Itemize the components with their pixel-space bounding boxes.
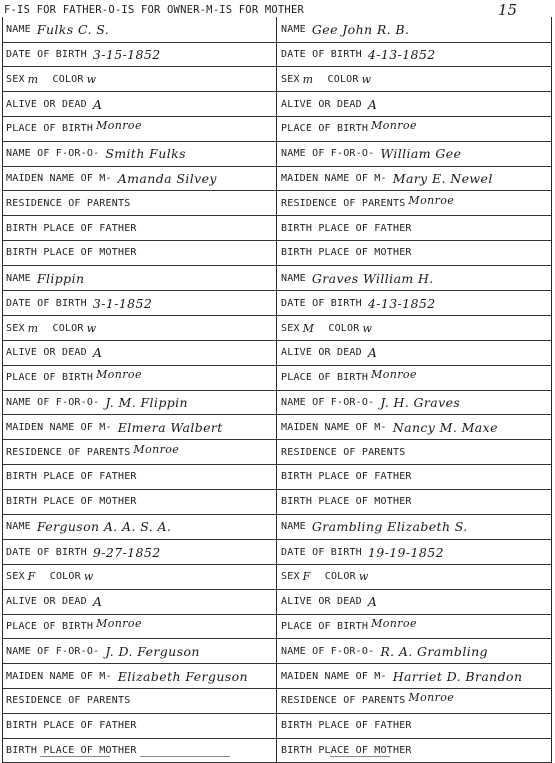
table-row <box>3 117 551 142</box>
label-maiden-name-of-m: MAIDEN NAME OF M- <box>281 173 387 184</box>
value-place-of-birth: Monroe <box>96 368 142 381</box>
field-place-of-birth <box>276 117 551 141</box>
label-maiden-name-of-m: MAIDEN NAME OF M- <box>6 671 112 682</box>
value-residence-of-parents: Monroe <box>133 443 179 456</box>
label-birth-place-of-mother: BIRTH PLACE OF MOTHER <box>281 247 412 258</box>
table-row <box>3 191 551 216</box>
value-place-of-birth: Monroe <box>371 368 417 381</box>
label-place-of-birth: PLACE OF BIRTH <box>6 621 93 632</box>
field-sex <box>276 565 551 589</box>
label-maiden-name-of-m: MAIDEN NAME OF M- <box>6 422 112 433</box>
field-maiden-name-of-m <box>276 167 551 191</box>
value-date-of-birth: 4-13-1852 <box>368 47 436 62</box>
label-birth-place-of-father: BIRTH PLACE OF FATHER <box>6 471 137 482</box>
label-maiden-name-of-m: MAIDEN NAME OF M- <box>281 671 387 682</box>
field-place-of-birth <box>3 615 276 639</box>
label-birth-place-of-mother: BIRTH PLACE OF MOTHER <box>6 745 137 756</box>
label-date-of-birth: DATE OF BIRTH <box>6 49 87 60</box>
field-date-of-birth <box>276 291 551 315</box>
label-maiden-name-of-m: MAIDEN NAME OF M- <box>6 173 112 184</box>
table-row <box>3 689 551 714</box>
table-row <box>3 615 551 640</box>
label-alive-or-dead: ALIVE OR DEAD <box>281 347 362 358</box>
label-birth-place-of-mother: BIRTH PLACE OF MOTHER <box>6 496 137 507</box>
table-row <box>3 639 551 664</box>
field-date-of-birth <box>276 43 551 67</box>
value-alive-or-dead: A <box>368 345 377 360</box>
label-color: COLOR <box>328 74 359 85</box>
field-residence-of-parents <box>3 689 276 713</box>
label-date-of-birth: DATE OF BIRTH <box>281 547 362 558</box>
field-sex <box>276 316 551 340</box>
value-maiden-name-of-m: Nancy M. Maxe <box>393 420 498 435</box>
value-date-of-birth: 3-1-1852 <box>93 296 152 311</box>
label-name-of-f-or-o: NAME OF F-OR-O- <box>281 397 374 408</box>
label-name-of-f-or-o: NAME OF F-OR-O- <box>6 397 99 408</box>
table-row <box>3 664 551 689</box>
label-residence-of-parents: RESIDENCE OF PARENTS <box>6 198 130 209</box>
field-place-of-birth <box>276 615 551 639</box>
field-name-of-f-or-o <box>3 142 276 166</box>
field-date-of-birth <box>3 540 276 564</box>
field-place-of-birth <box>3 366 276 390</box>
field-date-of-birth <box>276 540 551 564</box>
value-sex: F <box>303 570 311 583</box>
label-date-of-birth: DATE OF BIRTH <box>281 49 362 60</box>
value-alive-or-dead: A <box>368 594 377 609</box>
table-row <box>3 266 551 292</box>
field-date-of-birth <box>3 43 276 67</box>
page-bottom-edge <box>0 752 555 762</box>
label-sex: SEX <box>281 323 300 334</box>
value-date-of-birth: 9-27-1852 <box>93 545 161 560</box>
label-sex: SEX <box>6 323 25 334</box>
field-birth-place-of-mother <box>276 241 551 265</box>
field-residence-of-parents <box>3 191 276 215</box>
field-name <box>3 515 276 540</box>
label-date-of-birth: DATE OF BIRTH <box>6 547 87 558</box>
table-row <box>3 17 551 43</box>
label-date-of-birth: DATE OF BIRTH <box>281 298 362 309</box>
field-sex <box>3 565 276 589</box>
field-residence-of-parents <box>3 440 276 464</box>
value-name-of-f-or-o: William Gee <box>380 146 461 161</box>
field-alive-or-dead <box>3 341 276 365</box>
form-header <box>4 1 544 17</box>
field-birth-place-of-mother <box>3 490 276 514</box>
label-name-of-f-or-o: NAME OF F-OR-O- <box>281 148 374 159</box>
field-name <box>276 515 551 540</box>
label-color: COLOR <box>328 323 359 334</box>
label-name-of-f-or-o: NAME OF F-OR-O- <box>6 148 99 159</box>
value-name: Gee John R. B. <box>312 22 409 37</box>
field-name <box>276 266 551 291</box>
field-alive-or-dead <box>3 92 276 116</box>
label-place-of-birth: PLACE OF BIRTH <box>281 123 368 134</box>
field-maiden-name-of-m <box>3 415 276 439</box>
field-residence-of-parents <box>276 689 551 713</box>
label-alive-or-dead: ALIVE OR DEAD <box>281 596 362 607</box>
field-place-of-birth <box>276 366 551 390</box>
value-place-of-birth: Monroe <box>96 617 142 630</box>
label-birth-place-of-father: BIRTH PLACE OF FATHER <box>6 720 137 731</box>
table-row <box>3 565 551 590</box>
table-row <box>3 515 551 541</box>
field-sex <box>276 67 551 91</box>
field-name-of-f-or-o <box>276 639 551 663</box>
value-name-of-f-or-o: J. D. Ferguson <box>105 644 200 659</box>
value-sex: m <box>28 322 39 335</box>
field-name-of-f-or-o <box>276 142 551 166</box>
table-row <box>3 366 551 391</box>
value-residence-of-parents: Monroe <box>408 194 454 207</box>
value-color: w <box>87 73 97 86</box>
value-sex: m <box>28 73 39 86</box>
field-name <box>3 266 276 291</box>
field-date-of-birth <box>3 291 276 315</box>
value-maiden-name-of-m: Mary E. Newel <box>393 171 493 186</box>
value-maiden-name-of-m: Elmera Walbert <box>118 420 223 435</box>
field-maiden-name-of-m <box>276 664 551 688</box>
table-row <box>3 465 551 490</box>
field-birth-place-of-father <box>3 216 276 240</box>
label-sex: SEX <box>6 571 25 582</box>
value-name: Flippin <box>37 271 85 286</box>
form-legend: F-IS FOR FATHER-O-IS FOR OWNER-M-IS FOR MOTHER <box>4 4 304 16</box>
label-alive-or-dead: ALIVE OR DEAD <box>6 596 87 607</box>
label-place-of-birth: PLACE OF BIRTH <box>6 372 93 383</box>
field-name <box>276 17 551 42</box>
table-row <box>3 241 551 266</box>
value-sex: F <box>28 570 36 583</box>
birth-records-table <box>2 17 552 763</box>
label-name: NAME <box>6 273 31 284</box>
label-residence-of-parents: RESIDENCE OF PARENTS <box>6 695 130 706</box>
value-alive-or-dead: A <box>93 345 102 360</box>
field-birth-place-of-father <box>276 714 551 738</box>
value-sex: m <box>303 73 314 86</box>
field-alive-or-dead <box>276 92 551 116</box>
label-name-of-f-or-o: NAME OF F-OR-O- <box>6 646 99 657</box>
field-birth-place-of-father <box>276 216 551 240</box>
value-place-of-birth: Monroe <box>96 119 142 132</box>
label-residence-of-parents: RESIDENCE OF PARENTS <box>6 447 130 458</box>
value-date-of-birth: 3-15-1852 <box>93 47 161 62</box>
field-birth-place-of-mother <box>276 490 551 514</box>
label-sex: SEX <box>281 74 300 85</box>
value-maiden-name-of-m: Harriet D. Brandon <box>393 669 523 684</box>
label-alive-or-dead: ALIVE OR DEAD <box>281 99 362 110</box>
value-color: w <box>362 73 372 86</box>
label-birth-place-of-father: BIRTH PLACE OF FATHER <box>281 720 412 731</box>
page-number: 15 <box>498 1 517 19</box>
field-birth-place-of-mother <box>3 241 276 265</box>
field-maiden-name-of-m <box>3 167 276 191</box>
table-row <box>3 540 551 565</box>
field-residence-of-parents <box>276 440 551 464</box>
value-color: w <box>362 322 372 335</box>
value-date-of-birth: 4-13-1852 <box>368 296 436 311</box>
value-color: w <box>359 570 369 583</box>
label-alive-or-dead: ALIVE OR DEAD <box>6 347 87 358</box>
label-residence-of-parents: RESIDENCE OF PARENTS <box>281 695 405 706</box>
field-maiden-name-of-m <box>276 415 551 439</box>
table-row <box>3 142 551 167</box>
value-name: Ferguson A. A. S. A. <box>37 519 171 534</box>
field-name-of-f-or-o <box>276 391 551 415</box>
label-place-of-birth: PLACE OF BIRTH <box>281 621 368 632</box>
label-place-of-birth: PLACE OF BIRTH <box>281 372 368 383</box>
label-color: COLOR <box>53 323 84 334</box>
field-name-of-f-or-o <box>3 639 276 663</box>
table-row <box>3 590 551 615</box>
value-color: w <box>84 570 94 583</box>
field-sex <box>3 67 276 91</box>
field-birth-place-of-father <box>3 465 276 489</box>
table-row <box>3 92 551 117</box>
value-place-of-birth: Monroe <box>371 617 417 630</box>
label-place-of-birth: PLACE OF BIRTH <box>6 123 93 134</box>
label-birth-place-of-mother: BIRTH PLACE OF MOTHER <box>281 496 412 507</box>
table-row <box>3 415 551 440</box>
label-name: NAME <box>6 24 31 35</box>
label-name: NAME <box>281 273 306 284</box>
table-row <box>3 216 551 241</box>
value-name: Graves William H. <box>312 271 434 286</box>
label-birth-place-of-father: BIRTH PLACE OF FATHER <box>6 223 137 234</box>
table-row <box>3 391 551 416</box>
value-alive-or-dead: A <box>368 97 377 112</box>
field-birth-place-of-father <box>3 714 276 738</box>
table-row <box>3 43 551 68</box>
value-sex: M <box>303 322 315 335</box>
label-name: NAME <box>281 24 306 35</box>
label-residence-of-parents: RESIDENCE OF PARENTS <box>281 198 405 209</box>
field-place-of-birth <box>3 117 276 141</box>
label-sex: SEX <box>6 74 25 85</box>
label-name: NAME <box>281 521 306 532</box>
label-residence-of-parents: RESIDENCE OF PARENTS <box>281 447 405 458</box>
label-birth-place-of-father: BIRTH PLACE OF FATHER <box>281 223 412 234</box>
value-color: w <box>87 322 97 335</box>
label-alive-or-dead: ALIVE OR DEAD <box>6 99 87 110</box>
value-name-of-f-or-o: Smith Fulks <box>105 146 186 161</box>
table-row <box>3 291 551 316</box>
table-row <box>3 490 551 515</box>
field-alive-or-dead <box>276 341 551 365</box>
field-maiden-name-of-m <box>3 664 276 688</box>
label-maiden-name-of-m: MAIDEN NAME OF M- <box>281 422 387 433</box>
label-name: NAME <box>6 521 31 532</box>
field-birth-place-of-father <box>276 465 551 489</box>
field-sex <box>3 316 276 340</box>
field-alive-or-dead <box>276 590 551 614</box>
field-residence-of-parents <box>276 191 551 215</box>
value-name: Grambling Elizabeth S. <box>312 519 468 534</box>
table-row <box>3 316 551 341</box>
field-name-of-f-or-o <box>3 391 276 415</box>
label-sex: SEX <box>281 571 300 582</box>
label-name-of-f-or-o: NAME OF F-OR-O- <box>281 646 374 657</box>
value-name-of-f-or-o: J. M. Flippin <box>105 395 188 410</box>
value-name-of-f-or-o: R. A. Grambling <box>380 644 488 659</box>
label-birth-place-of-father: BIRTH PLACE OF FATHER <box>281 471 412 482</box>
value-alive-or-dead: A <box>93 594 102 609</box>
table-row <box>3 167 551 192</box>
label-date-of-birth: DATE OF BIRTH <box>6 298 87 309</box>
label-color: COLOR <box>50 571 81 582</box>
value-name: Fulks C. S. <box>37 22 109 37</box>
label-birth-place-of-mother: BIRTH PLACE OF MOTHER <box>6 247 137 258</box>
value-alive-or-dead: A <box>93 97 102 112</box>
value-place-of-birth: Monroe <box>371 119 417 132</box>
label-color: COLOR <box>53 74 84 85</box>
value-residence-of-parents: Monroe <box>408 691 454 704</box>
table-row <box>3 67 551 92</box>
value-name-of-f-or-o: J. H. Graves <box>380 395 460 410</box>
field-name <box>3 17 276 42</box>
table-row <box>3 440 551 465</box>
table-row <box>3 714 551 739</box>
value-date-of-birth: 19-19-1852 <box>368 545 444 560</box>
table-row <box>3 341 551 366</box>
value-maiden-name-of-m: Elizabeth Ferguson <box>118 669 248 684</box>
field-alive-or-dead <box>3 590 276 614</box>
label-birth-place-of-mother: BIRTH PLACE OF MOTHER <box>281 745 412 756</box>
value-maiden-name-of-m: Amanda Silvey <box>118 171 217 186</box>
label-color: COLOR <box>325 571 356 582</box>
